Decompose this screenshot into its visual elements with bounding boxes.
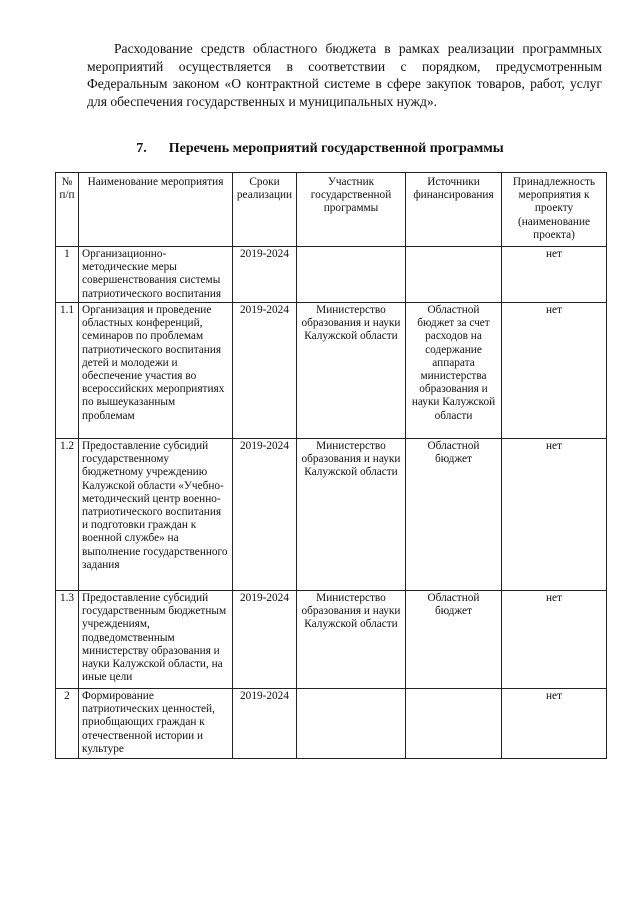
row-num: 1.2 <box>56 439 79 591</box>
row-term: 2019-2024 <box>233 689 297 759</box>
row-source: Областной бюджет за счет расходов на содержание аппарата министерства образования и науки Калужской области <box>406 303 502 439</box>
table-header-row <box>56 173 607 247</box>
row-participant: Министерство образования и науки Калужской области <box>297 439 406 591</box>
header-participant: Участник государственной программы <box>297 173 406 247</box>
intro-paragraph: Расходование средств областного бюджета в рамках реализации программных мероприятий осуществляется в соответствии с порядком, предусмотренным Федеральным законом «О контрактной системе в сфере закупок товаров, работ, услуг для обеспечения государственных и муниципальных нужд». <box>87 41 602 109</box>
header-project: Принадлежность мероприятия к проекту (наименование проекта) <box>502 173 607 247</box>
section-title: Перечень мероприятий государственной программы <box>168 141 504 156</box>
row-participant: Министерство образования и науки Калужской области <box>297 591 406 689</box>
table-row <box>56 439 607 591</box>
table-row <box>56 247 607 303</box>
row-project: нет <box>502 247 607 303</box>
table-row <box>56 303 607 439</box>
row-project: нет <box>502 303 607 439</box>
row-project: нет <box>502 439 607 591</box>
row-num: 1.1 <box>56 303 79 439</box>
row-participant <box>297 689 406 759</box>
row-term: 2019-2024 <box>233 247 297 303</box>
measures-table <box>55 172 607 759</box>
section-heading <box>0 141 640 157</box>
table-row <box>56 591 607 689</box>
header-name: Наименование мероприятия <box>79 173 233 247</box>
row-term: 2019-2024 <box>233 439 297 591</box>
row-source <box>406 689 502 759</box>
table-row <box>56 689 607 759</box>
row-source <box>406 247 502 303</box>
row-name: Формирование патриотических ценностей, приобщающих граждан к отечественной истории и культуре <box>79 689 233 759</box>
row-num: 2 <box>56 689 79 759</box>
header-num: № п/п <box>56 173 79 247</box>
row-participant <box>297 247 406 303</box>
row-source: Областной бюджет <box>406 439 502 591</box>
row-name: Организация и проведение областных конференций, семинаров по проблемам патриотического воспитания детей и молодежи и обеспечение участия во всероссийских мероприятиях по вышеуказанным проблемам <box>79 303 233 439</box>
row-name: Предоставление субсидий государственному бюджетному учреждению Калужской области «Учебно-методический центр военно-патриотического воспитания и подготовки граждан к военной службе» на выполнение государственного задания <box>79 439 233 591</box>
row-num: 1 <box>56 247 79 303</box>
row-participant: Министерство образования и науки Калужской области <box>297 303 406 439</box>
intro-block <box>87 40 602 110</box>
row-term: 2019-2024 <box>233 591 297 689</box>
row-term: 2019-2024 <box>233 303 297 439</box>
row-project: нет <box>502 591 607 689</box>
section-number: 7. <box>136 141 147 156</box>
header-term: Сроки реализации <box>233 173 297 247</box>
row-num: 1.3 <box>56 591 79 689</box>
header-source: Источники финансирования <box>406 173 502 247</box>
row-project: нет <box>502 689 607 759</box>
row-name: Предоставление субсидий государственным бюджетным учреждениям, подведомственным министерству образования и науки Калужской области, на иные цели <box>79 591 233 689</box>
row-source: Областной бюджет <box>406 591 502 689</box>
row-name: Организационно-методические меры совершенствования системы патриотического воспитания <box>79 247 233 303</box>
